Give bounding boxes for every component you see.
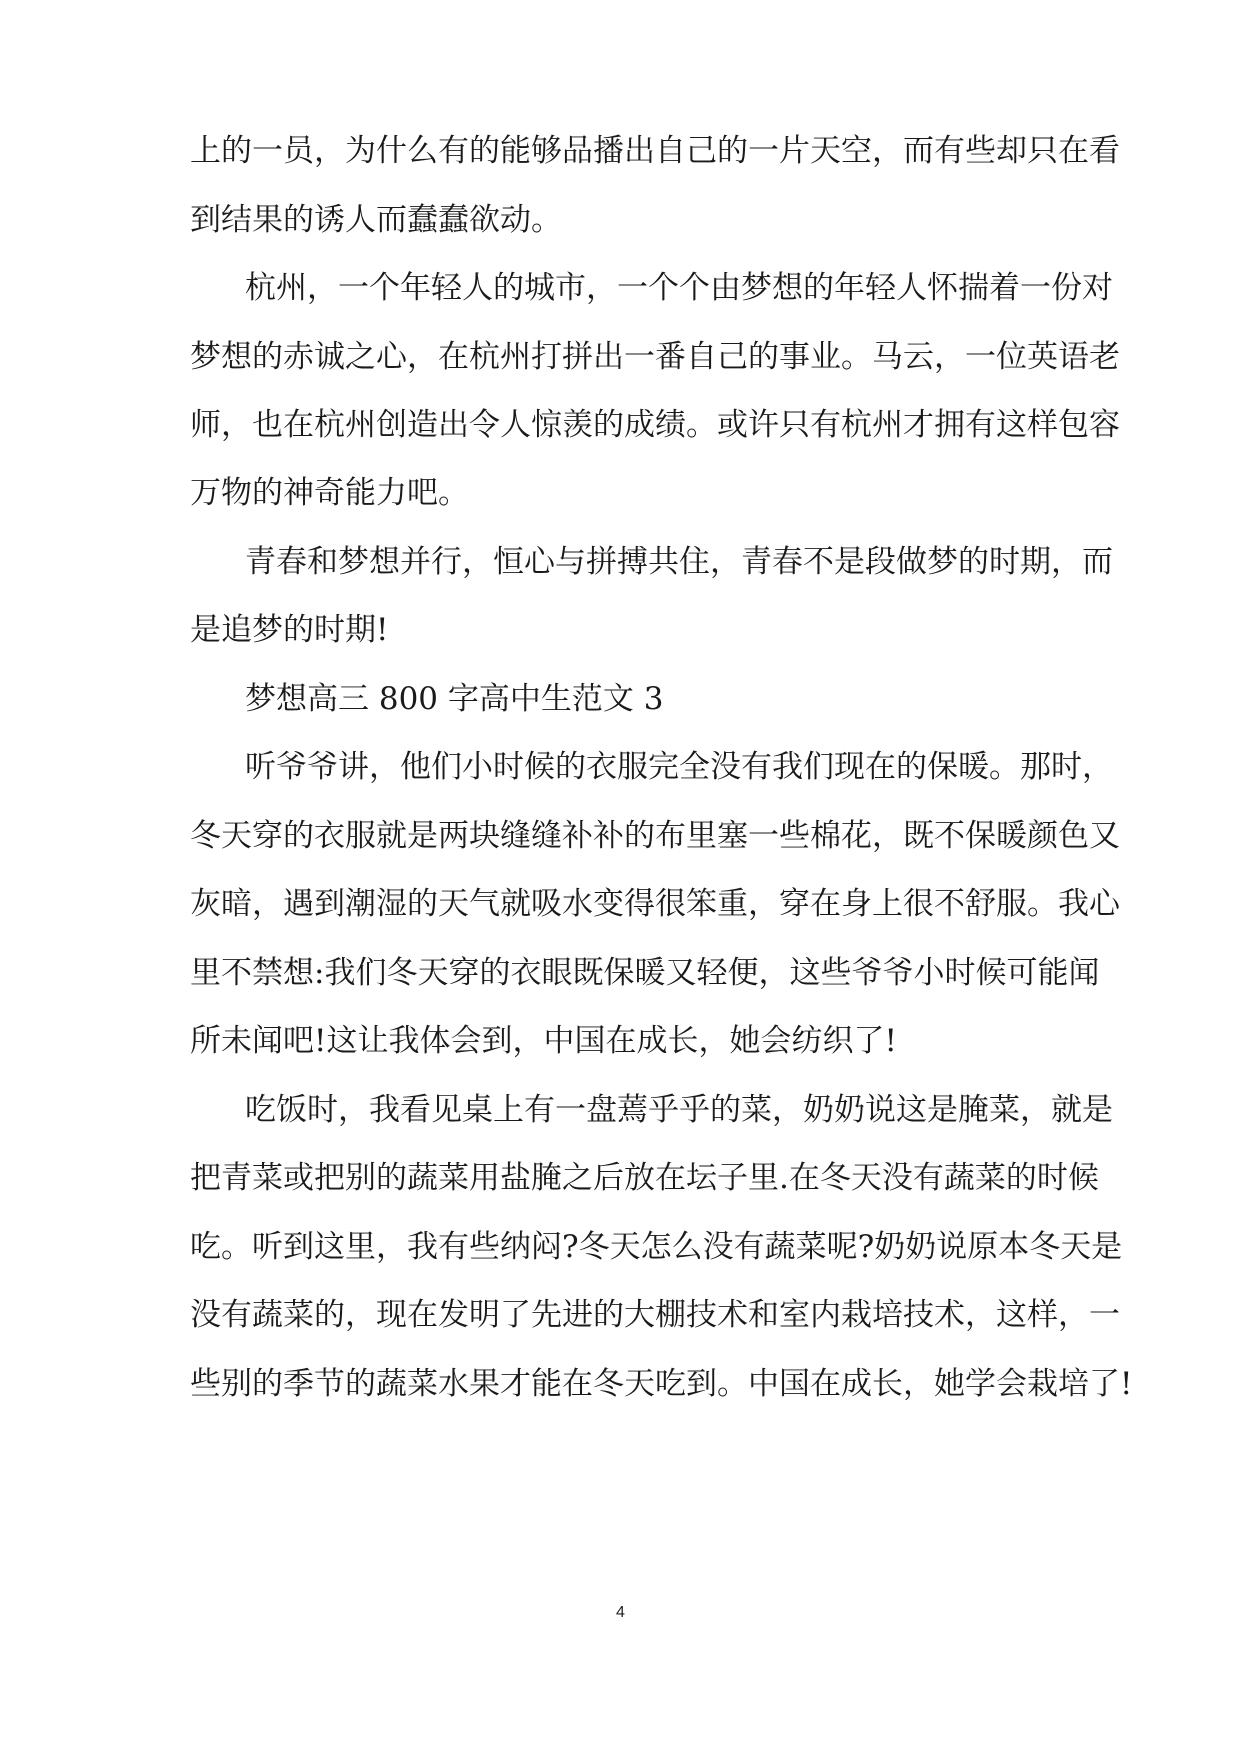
paragraph-line: 到结果的诱人而蠢蠢欲动。 xyxy=(190,202,562,238)
paragraph-line: 灰暗，遇到潮湿的天气就吸水变得很笨重，穿在身上很不舒服。我心 xyxy=(190,886,1120,922)
paragraph-line: 听爷爷讲，他们小时候的衣服完全没有我们现在的保暖。那时， xyxy=(245,749,1113,785)
paragraph-line: 些别的季节的蔬菜水果才能在冬天吃到。中国在成长，她学会栽培了! xyxy=(190,1366,1133,1402)
paragraph-line: 冬天穿的衣服就是两块缝缝补补的布里塞一些棉花，既不保暖颜色又 xyxy=(190,818,1120,854)
paragraph-line: 师，也在杭州创造出令人惊羡的成绩。或许只有杭州才拥有这样包容 xyxy=(190,407,1120,443)
paragraph-line: 吃饭时，我看见桌上有一盘蔫乎乎的菜，奶奶说这是腌菜，就是 xyxy=(245,1092,1113,1128)
paragraph-line: 上的一员，为什么有的能够品播出自己的一片天空，而有些却只在看 xyxy=(190,133,1120,169)
paragraph-line: 所未闻吧!这让我体会到，中国在成长，她会纺织了! xyxy=(190,1023,897,1059)
paragraph-line: 没有蔬菜的，现在发明了先进的大棚技术和室内栽培技术，这样，一 xyxy=(190,1297,1120,1333)
paragraph-line: 里不禁想:我们冬天穿的衣眼既保暖又轻便，这些爷爷小时候可能闻 xyxy=(190,955,1100,991)
paragraph-line: 青春和梦想并行，恒心与拼搏共住，青春不是段做梦的时期，而 xyxy=(245,544,1113,580)
section-heading: 梦想高三 800 字高中生范文 3 xyxy=(245,681,664,717)
paragraph-line: 杭州，一个年轻人的城市，一个个由梦想的年轻人怀揣着一份对 xyxy=(245,270,1113,306)
paragraph-line: 吃。听到这里，我有些纳闷?冬天怎么没有蔬菜呢?奶奶说原本冬天是 xyxy=(190,1229,1123,1265)
paragraph-line: 万物的神奇能力吧。 xyxy=(190,475,469,511)
paragraph-line: 梦想的赤诚之心，在杭州打拼出一番自己的事业。马云，一位英语老 xyxy=(190,339,1120,375)
paragraph-line: 是追梦的时期! xyxy=(190,612,389,648)
page-number: 4 xyxy=(616,1604,625,1621)
paragraph-line: 把青菜或把别的蔬菜用盐腌之后放在坛子里.在冬天没有蔬菜的时候 xyxy=(190,1160,1099,1196)
